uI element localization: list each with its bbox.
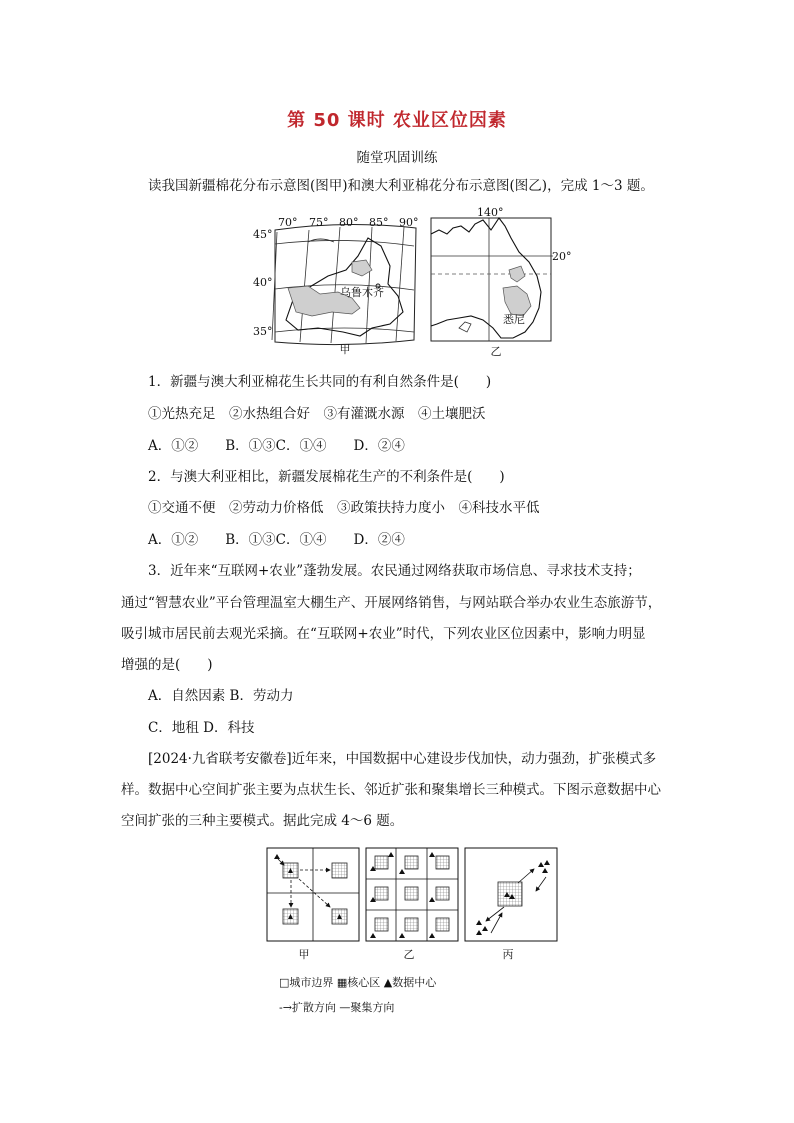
section-subtitle: 随堂巩固训练 (356, 150, 438, 166)
lon-label-140: 140° (477, 206, 504, 219)
map-caption-jia: 甲 (339, 343, 351, 356)
lat-label-45: 45° (253, 228, 273, 241)
diagram-legend-arrows: -→扩散方向 —聚集方向 (279, 1001, 395, 1014)
city-urumqi: 乌鲁木齐 (340, 286, 384, 299)
question-2-options: A．①② B．①③C．①④ D．②④ (148, 532, 405, 548)
diagram-legend-symbols: □城市边界 ▦核心区 ▲数据中心 (279, 976, 437, 989)
question-1-stem: 1．新疆与澳大利亚棉花生长共同的有利自然条件是( ) (148, 374, 492, 390)
lat-label-20: 20° (552, 250, 572, 263)
lon-label-70: 70° (278, 216, 298, 229)
city-sydney: 悉尼 (503, 313, 525, 326)
lon-label-85: 85° (369, 216, 389, 229)
question-2-stem: 2．与澳大利亚相比，新疆发展棉花生产的不利条件是( ) (148, 469, 505, 485)
diagram-caption-yi: 乙 (403, 948, 415, 961)
question-3-line-3: 吸引城市居民前去观光采摘。在“互联网+农业”时代，下列农业区位因素中，影响力明显 (121, 626, 646, 642)
map-australia (425, 204, 575, 364)
lat-label-35: 35° (253, 325, 273, 338)
intro-paragraph: 读我国新疆棉花分布示意图(图甲)和澳大利亚棉花分布示意图(图乙)，完成 1～3 题。 (148, 178, 654, 194)
intro-2-line-2: 样。数据中心空间扩张主要为点状生长、邻近扩张和聚集增长三种模式。下图示意数据中心 (121, 782, 661, 798)
question-3-line-2: 通过“智慧农业”平台管理温室大棚生产、开展网络销售，与网站联合举办农业生态旅游节， (121, 595, 662, 611)
question-2-items: ①交通不便 ②劳动力价格低 ③政策扶持力度小 ④科技水平低 (148, 500, 540, 516)
intro-2-line-3: 空间扩张的三种主要模式。据此完成 4～6 题。 (121, 813, 404, 829)
question-3-options-ab: A．自然因素 B．劳动力 (148, 688, 294, 704)
page-title: 第 50 课时 农业区位因素 (287, 110, 507, 131)
lat-label-40: 40° (253, 276, 273, 289)
question-3-line-4: 增强的是( ) (121, 657, 213, 673)
lon-label-80: 80° (339, 216, 359, 229)
expansion-mode-diagram (266, 847, 561, 943)
map-caption-yi: 乙 (490, 345, 502, 358)
lon-label-75: 75° (309, 216, 329, 229)
diagram-caption-jia: 甲 (298, 948, 310, 961)
intro-2-line-1: [2024·九省联考安徽卷]近年来，中国数据中心建设步伐加快，动力强劲，扩张模式多 (148, 751, 657, 767)
diagram-caption-bing: 丙 (502, 948, 514, 961)
map-xinjiang (248, 212, 420, 362)
question-3-options-cd: C．地租 D．科技 (148, 720, 255, 736)
question-1-options: A．①② B．①③C．①④ D．②④ (148, 438, 405, 454)
question-1-items: ①光热充足 ②水热组合好 ③有灌溉水源 ④土壤肥沃 (148, 406, 486, 422)
question-3-line-1: 3．近年来“互联网+农业”蓬勃发展。农民通过网络获取市场信息、寻求技术支持； (148, 563, 641, 579)
lon-label-90: 90° (399, 216, 419, 229)
